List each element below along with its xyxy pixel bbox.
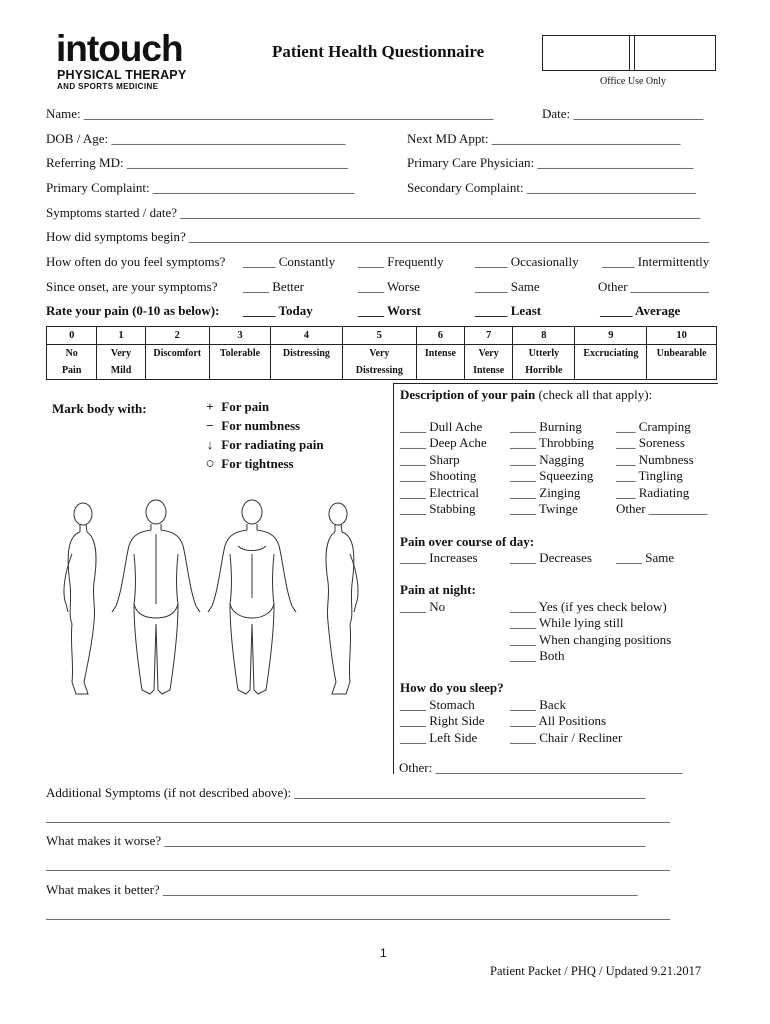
secondary-complaint-field[interactable]: Secondary Complaint: __________________________ (407, 180, 696, 195)
pain-scale-label-4 (271, 345, 343, 380)
desc-electrical[interactable]: ____ Electrical (400, 484, 480, 500)
plus-icon: + (206, 399, 214, 414)
worse-field[interactable]: What makes it worse? __________________________________________________________________________ (46, 833, 646, 848)
onset-other[interactable]: Other ____________ (598, 279, 709, 294)
frequency-question: How often do you feel symptoms? (46, 254, 226, 269)
onset-better[interactable]: ____ Better (243, 279, 305, 294)
office-use-box (542, 35, 716, 71)
pain-scale-label-line1: No (65, 348, 78, 359)
description-title: Description of your pain (400, 387, 536, 402)
circle-icon: ○ (205, 456, 215, 472)
night-yes[interactable]: ____ Yes (if yes check below) (510, 599, 667, 614)
pain-scale-number-5: 5 (342, 327, 416, 345)
pain-scale-number-4: 4 (271, 327, 343, 345)
desc-stabbing[interactable]: ____ Stabbing (400, 501, 476, 517)
pain-scale-label-1 (97, 345, 145, 380)
office-use-label: Office Use Only (600, 76, 666, 87)
course-title: Pain over course of day: (400, 534, 535, 549)
pain-scale-label-line1: Distressing (282, 348, 330, 359)
date-field[interactable]: Date: ____________________ (542, 106, 704, 121)
sleep-title: How do you sleep? (400, 680, 504, 695)
additional-symptoms-field[interactable]: Additional Symptoms (if not described above): ______________________________________________________ (46, 785, 646, 800)
freq-constantly[interactable]: _____ Constantly (243, 254, 336, 269)
onset-same[interactable]: _____ Same (475, 279, 540, 294)
logo-line2: AND SPORTS MEDICINE (57, 82, 159, 91)
desc-deep-ache[interactable]: ____ Deep Ache (400, 435, 487, 451)
pain-scale-label-line1: Very (110, 348, 132, 359)
pain-scale-label-7 (465, 345, 513, 380)
pain-scale-label-line2: Distressing (355, 365, 403, 376)
rate-question: Rate your pain (0-10 as below): (46, 303, 220, 318)
course-same[interactable]: ____ Same (616, 550, 675, 565)
pain-scale-number-3: 3 (209, 327, 270, 345)
pain-scale-label-line1: Discomfort (153, 348, 202, 359)
pain-scale-label-line1: Intense (424, 348, 456, 359)
sleep-left-side[interactable]: ____ Left Side (400, 729, 478, 745)
referring-md-field[interactable]: Referring MD: __________________________________ (46, 155, 348, 170)
onset-question: Since onset, are your symptoms? (46, 279, 218, 294)
description-col2 (510, 419, 594, 517)
rate-worst[interactable]: ____ Worst (358, 303, 421, 318)
pain-scale-label-2 (145, 345, 209, 380)
sleep-back[interactable]: ____ Back (510, 697, 566, 712)
footer-text: Patient Packet / PHQ / Updated 9.21.2017 (490, 964, 702, 978)
rate-least[interactable]: _____ Least (475, 303, 542, 318)
night-options (510, 599, 671, 665)
pain-scale-label-10 (647, 345, 717, 380)
pain-scale-number-2: 2 (145, 327, 209, 345)
desc-dull-ache[interactable]: ____ Dull Ache (400, 419, 483, 434)
pain-scale-label-line2: Mild (110, 365, 132, 376)
logo-brand: intouch (56, 28, 183, 69)
pain-scale-label-8 (513, 345, 575, 380)
pain-scale-label-line2: Intense (473, 365, 505, 376)
body-figure-back (112, 500, 200, 694)
body-figure-side-left (64, 503, 96, 694)
desc-throbbing[interactable]: ____ Throbbing (510, 435, 594, 451)
pain-scale-number-8: 8 (513, 327, 575, 345)
legend-numbness: For numbness (221, 418, 301, 433)
pain-scale-label-6 (416, 345, 464, 380)
page-title: Patient Health Questionnaire (272, 42, 485, 61)
better-blank-line[interactable]: ________________________________________________________________________________________________ (46, 906, 670, 921)
body-figure-front (208, 500, 296, 694)
desc-burning[interactable]: ____ Burning (510, 419, 582, 434)
freq-occasionally[interactable]: _____ Occasionally (475, 254, 579, 269)
pain-scale-label-line1: Excruciating (583, 348, 639, 359)
pain-scale-number-1: 1 (97, 327, 145, 345)
page-number: 1 (380, 946, 387, 960)
body-figure-side-right (326, 503, 358, 694)
desc-tingling[interactable]: ___ Tingling (616, 468, 683, 484)
legend-radiating: For radiating pain (221, 437, 324, 452)
pain-scale-number-10: 10 (647, 327, 717, 345)
sleep-col2 (510, 697, 622, 746)
desc-twinge[interactable]: ____ Twinge (510, 501, 578, 517)
description-heading (400, 387, 652, 403)
arrow-down-icon: ↓ (206, 437, 214, 452)
sleep-right-side[interactable]: ____ Right Side (400, 713, 485, 729)
dob-field[interactable]: DOB / Age: ____________________________________ (46, 131, 346, 146)
name-field[interactable]: Name: _______________________________________________________________ (46, 106, 494, 121)
course-decreases[interactable]: ____ Decreases (510, 550, 592, 565)
pain-scale-number-7: 7 (465, 327, 513, 345)
pain-scale-label-line1: Unbearable (656, 348, 707, 359)
other-field[interactable]: Other: ______________________________________ (399, 760, 683, 775)
pain-scale-label-line1: Utterly (528, 348, 560, 359)
symptoms-started-field[interactable]: Symptoms started / date? ________________________________________________________________________________ (46, 205, 701, 220)
desc-other[interactable]: Other _________ (616, 501, 708, 517)
desc-shooting[interactable]: ____ Shooting (400, 468, 477, 484)
pain-scale-label-line1: Tolerable (219, 348, 261, 359)
description-col1 (400, 419, 487, 517)
pain-scale-label-9 (575, 345, 647, 380)
night-changing-positions[interactable]: ____ When changing positions (510, 631, 672, 647)
pain-scale-label-line2: Pain (61, 365, 82, 376)
onset-worse[interactable]: ____ Worse (358, 279, 420, 294)
pain-scale-number-6: 6 (416, 327, 464, 345)
description-hint: (check all that apply): (535, 387, 653, 402)
pain-scale-label-line1: Very (478, 348, 499, 359)
night-title: Pain at night: (400, 582, 476, 597)
course-increases[interactable]: ____ Increases (400, 550, 478, 565)
minus-icon: − (206, 418, 214, 433)
desc-zinging[interactable]: ____ Zinging (510, 484, 581, 500)
pain-scale-label-0 (47, 345, 97, 380)
mark-body-legend (202, 399, 324, 475)
description-col3 (616, 419, 707, 517)
night-lying-still[interactable]: ____ While lying still (510, 615, 624, 631)
legend-pain: For pain (221, 399, 270, 414)
sleep-col1 (400, 697, 485, 746)
desc-sharp[interactable]: ____ Sharp (400, 451, 460, 467)
night-both[interactable]: ____ Both (510, 648, 565, 664)
sleep-chair-recliner[interactable]: ____ Chair / Recliner (510, 729, 623, 745)
desc-radiating[interactable]: ___ Radiating (616, 484, 690, 500)
rate-today[interactable]: _____ Today (243, 303, 313, 318)
freq-intermittently[interactable]: _____ Intermittently (602, 254, 710, 269)
desc-squeezing[interactable]: ____ Squeezing (510, 468, 594, 484)
additional-blank-line[interactable]: ________________________________________________________________________________________________ (46, 809, 670, 824)
pain-scale-label-3 (209, 345, 270, 380)
desc-nagging[interactable]: ____ Nagging (510, 451, 585, 467)
desc-cramping[interactable]: ___ Cramping (616, 419, 691, 434)
symptoms-began-field[interactable]: How did symptoms begin? ________________________________________________________________________________ (46, 229, 709, 244)
night-no[interactable]: ____ No (400, 599, 446, 614)
primary-complaint-field[interactable]: Primary Complaint: _______________________________ (46, 180, 355, 195)
desc-soreness[interactable]: ___ Soreness (616, 435, 685, 451)
pain-scale-label-line2: Horrible (525, 365, 563, 376)
sleep-all-positions[interactable]: ____ All Positions (510, 713, 607, 729)
pain-scale-number-0: 0 (47, 327, 97, 345)
worse-blank-line[interactable]: ________________________________________________________________________________________________ (46, 857, 670, 872)
pain-scale-table (46, 326, 717, 380)
clinic-logo (56, 30, 196, 92)
desc-numbness[interactable]: ___ Numbness (616, 451, 694, 467)
pain-scale-label-5 (342, 345, 416, 380)
freq-frequently[interactable]: ____ Frequently (358, 254, 444, 269)
pain-scale-number-9: 9 (575, 327, 647, 345)
better-field[interactable]: What makes it better? _________________________________________________________________________ (46, 882, 638, 897)
pain-scale-label-line1: Very (369, 348, 390, 359)
body-diagram[interactable] (50, 494, 370, 704)
primary-care-field[interactable]: Primary Care Physician: ________________________ (407, 155, 694, 170)
next-md-field[interactable]: Next MD Appt: _____________________________ (407, 131, 681, 146)
mark-body-title: Mark body with: (52, 401, 147, 416)
sleep-stomach[interactable]: ____ Stomach (400, 697, 475, 712)
logo-line1: PHYSICAL THERAPY (57, 68, 187, 82)
legend-tightness: For tightness (221, 456, 294, 471)
rate-average[interactable]: _____ Average (600, 303, 681, 318)
